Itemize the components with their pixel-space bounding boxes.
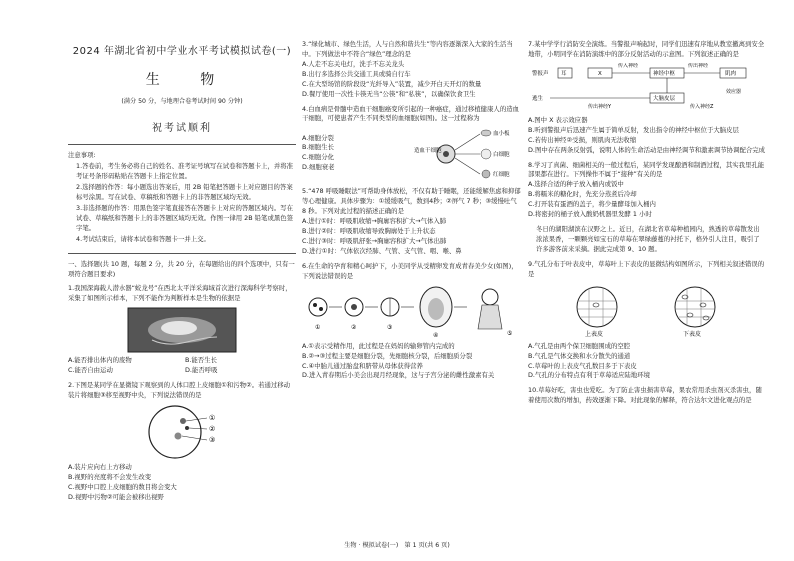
option-b: B.气孔是气体交换和水分散失的通道 (528, 351, 631, 360)
option-c: C.④中胎儿通过胎盘和脐带从母体获得营养 (302, 361, 423, 370)
option-a: A.选择合适的种子放入桶内或饭中 (528, 180, 624, 189)
option-c: C.草莓叶的上表皮气孔数目多于下表皮 (528, 361, 637, 370)
note-item: 1.答卷前，考生务必将自己的姓名、准考证号填写在试卷和答题卡上，并将准考证号条形码粘贴在答题卡上指定位置。 (76, 162, 293, 181)
option-a: A.细胞分裂 (302, 133, 334, 142)
diagram-label: 警报声 (532, 70, 549, 77)
option-b: B.细胞生长 (302, 143, 334, 152)
option-c: C.打开装有蛋酒的盖子，将少量酵母加入桶内 (528, 200, 656, 209)
question-3 (302, 40, 522, 100)
question-stem: 8.学习了真菌、细菌相关的一般过程后，某同学发现酿酒和制酒过程，其实我里孔能部果都在进行。下列操作不属于“接种”有关的是 (528, 160, 765, 179)
question-10 (528, 386, 766, 406)
microscope-field-figure (137, 404, 227, 460)
subject-title: 生 物 (145, 71, 233, 88)
diagram-label: 传出神经Y (588, 103, 612, 110)
column-middle (302, 40, 522, 381)
stage-label: ⑤ (507, 329, 513, 337)
question-stem: 2.下图是某同学在显微镜下观察到的人体口腔上皮细胞①和污物②。若通过移动装片将细胞③移至视野中央，下列说法错误的是 (68, 381, 291, 400)
stage-label: ① (315, 323, 321, 331)
question-6 (302, 262, 522, 382)
question-stem: 4.白血病是骨髓中造血干细胞癌变所引起的一种癌症，通过移植健康人的造血干细胞，可使患者产生不同类型的血细胞(如图)。这一过程称为 (302, 104, 519, 123)
stage-label: ④ (433, 331, 439, 339)
option-d: D.气孔的分布特点有利于草莓适应陆地环境 (528, 371, 650, 380)
divider (68, 253, 296, 254)
option-d: D.进入青春期后小美会出现月经现象，这与子宫分泌的雌性激素有关 (302, 371, 495, 380)
epidermis-label: 上表皮 (585, 330, 604, 338)
diagram-label: 传入神经 (618, 62, 639, 69)
diagram-label: 耳 (561, 70, 567, 77)
page-footer: 生物 · 模拟试卷(一) 第 1 页(共 6 页) (344, 542, 450, 549)
figure-label: 血小板 (493, 131, 510, 138)
question-stem: 7.某中学学行消防安全演练。当警报声响起时，同学们迅速有序地从教室撤离到安全地带，小明同学在消防演练中的部分反射活动的示意图。下列叙述正确的是 (528, 40, 765, 58)
diagram-label: 神经中枢 (653, 70, 676, 77)
option-b: B.将糯米的糖化时，先充分蒸煮后冷却 (528, 190, 637, 199)
column-right (528, 40, 766, 406)
label-2: ② (209, 424, 216, 433)
option-b: B.出行多选择公共交通工具或骑自行车 (302, 69, 411, 78)
stage-label: ② (351, 323, 357, 331)
figure-label: 白细胞 (493, 152, 510, 159)
question-1 (68, 284, 296, 376)
option-b: B.听到警报声后迅速产生属于简单反射，发出指令的神经中枢位于大脑皮层 (528, 125, 739, 134)
question-stem: 10.草莓好吃，害虫也爱吃。为了防止害虫损害草莓，果农常用杀虫剂灭杀害虫，随着使用次数的增加，药效逐渐下降。对此现象的解释，符合达尔文进化观点的是 (528, 386, 762, 405)
question-stem: 1.我国深海载人潜水器“蛟龙号”在西北太平洋采海域首次进行深海科学考察时，采集了如图所示样本，下列不能作为判断样本是生物的依据是 (68, 284, 292, 303)
question-2 (68, 381, 296, 503)
option-a: A.图中 X 表示效应器 (528, 115, 588, 124)
question-stem: 9.气孔分布于叶表皮中，草莓叶上下表皮的显微结构如图所示，下列相关叙述错误的是 (528, 259, 765, 278)
label-3: ③ (209, 435, 216, 444)
label-1: ① (209, 413, 216, 422)
diagram-label: 传入神经Z (690, 103, 714, 110)
diagram-label: 肌肉 (725, 70, 737, 77)
option-c: C.若传出神经②受损，则肌肉无法收缩 (528, 135, 637, 144)
option-c: C.能否自由运动 (68, 366, 113, 375)
option-b: B.②→③过程主要是细胞分裂，先细胞核分裂，后细胞质分裂 (302, 351, 473, 360)
column-left (68, 36, 296, 503)
option-c: C.视野中口腔上皮细胞的数目将会变大 (68, 482, 177, 491)
question-5 (302, 187, 522, 256)
option-b: B.能否生长 (185, 356, 217, 365)
option-a: A.装片应向右上方移动 (68, 462, 132, 471)
option-b: B.视野的亮度将不会发生改变 (68, 472, 152, 481)
option-c: C.细胞分化 (302, 153, 335, 162)
question-stem: 3.“绿化城市、绿色生活，人与自然和谐共生”等内容逐渐深入大家的生活当中。下列做法中不符合“绿色”理念的是 (302, 40, 513, 58)
option-d: D.视野中污物②可能会被移出视野 (68, 492, 164, 501)
deep-sea-sample-image (127, 307, 237, 353)
note-item: 4.考试结束后，请将本试卷和答题卡一并上交。 (76, 234, 210, 243)
question-stem: 6.在生命的孕育和精心呵护下，小美同学从受精卵发育成青春美少女(如图)，下列说法错误的是 (302, 261, 518, 280)
exam-meta: (满分 50 分，与地理合卷考试时间 90 分钟) (121, 98, 243, 106)
epidermis-label: 下表皮 (683, 330, 702, 338)
option-a: A.①表示受精作用，此过程是在妈妈的输卵管内完成的 (302, 341, 455, 350)
option-d: D.图中存在两条反射弧，说明人体的生命活动是由神经调节和激素调节协调配合完成 (528, 145, 766, 154)
note-item: 2.选择题的作答：每小题选出答案后，用 2B 铅笔把答题卡上对应题目的答案标号涂黑。写在试卷、草稿纸和答题卡上的非答题区域均无效。 (76, 183, 293, 201)
diagram-label: 效应器 (726, 88, 742, 95)
stage-label: ③ (387, 323, 393, 331)
diagram-label: 大脑皮层 (653, 95, 676, 102)
reading-passage: 冬日的湖阳湖滨在汉野之上。近日，在湖北省草莓种植园内，熟透的草莓散发出浓浓果香，一颗颗亮如宝石的草莓在翠绿藤蔓的衬托下，格外引人注目，吸引了许多游客前来采摘。据此完成第 9、10 题。 (536, 225, 760, 253)
option-a: A.气孔是由两个保卫细胞围成的空腔 (528, 341, 631, 350)
question-9 (528, 260, 766, 382)
stem-cell-differentiation-figure (412, 124, 522, 182)
exam-title: 2024 年湖北省初中学业水平考试模拟试卷(一) (72, 46, 292, 57)
divider (68, 144, 296, 145)
option-a: A.进行①时：呼吸肌收缩→胸廓容积扩大→气体入肺 (302, 217, 447, 226)
development-stages-figure (304, 285, 520, 339)
option-d: D.将密封的桶子放入酸奶机器里发酵 1 小时 (528, 210, 652, 219)
diagram-label: X (598, 70, 602, 77)
good-luck-text: 祝考试顺利 (152, 122, 212, 134)
option-d: D.进行①时：气体依次经肺、气管、支气管、咽、喉、鼻 (302, 246, 462, 255)
diagram-label: 传出神经 (688, 62, 709, 69)
option-d: D.细胞衰老 (302, 163, 335, 172)
option-c: C.进行③时：呼吸肌舒张→胸廓容积扩大→气体出肺 (302, 236, 447, 245)
option-d: D.能否呼吸 (185, 366, 218, 375)
option-b: B.进行②时：呼吸肌收缩导致胸廓处于上升状态 (302, 227, 436, 236)
leaf-epidermis-figure (547, 283, 747, 339)
option-c: C.在大型场馆的阶段设“光纤导入”装置，减少开白天开灯的数量 (302, 79, 482, 88)
diagram-label: 逃生 (532, 95, 544, 102)
figure-label: 造血干细胞 (414, 148, 442, 155)
option-a: A.能否排出体内的废物 (68, 356, 132, 365)
note-item: 3.非选择题的作答：用黑色签字笔直接答在答题卡上对应的答题区域内。写在试卷、草稿纸和答题卡上的非答题区域均无效。作图一律用 2B 铅笔或黑色签字笔。 (76, 203, 294, 232)
option-a: A.人走不忘关电灯，洗手不忘关龙头 (302, 59, 405, 68)
notes-heading: 注意事项: (68, 151, 96, 160)
question-7 (528, 40, 766, 156)
question-stem: 5.“478 呼吸睡眠法”可帮助身体放松，不仅有助于睡眠，还能缓解焦虑和抑郁等心理健康。具体步骤为：①缓缓吸气，数到4秒；②屏气 7 秒；③缓慢吐气 8 秒。下列对此过程的描述正确的是 (302, 187, 521, 216)
question-4 (302, 105, 522, 183)
section-heading: 一、选择题(共 10 题，每题 2 分，共 20 分，在每题给出的四个选项中，只有一项符合题目要求) (68, 259, 295, 278)
reflex-arc-diagram (530, 63, 764, 113)
figure-label: 红细胞 (493, 172, 510, 179)
option-d: D.餐厅使用一次性卡筷无当“公筷”和“私筷”，以确保饮食卫生 (302, 89, 476, 98)
question-8 (528, 161, 766, 221)
